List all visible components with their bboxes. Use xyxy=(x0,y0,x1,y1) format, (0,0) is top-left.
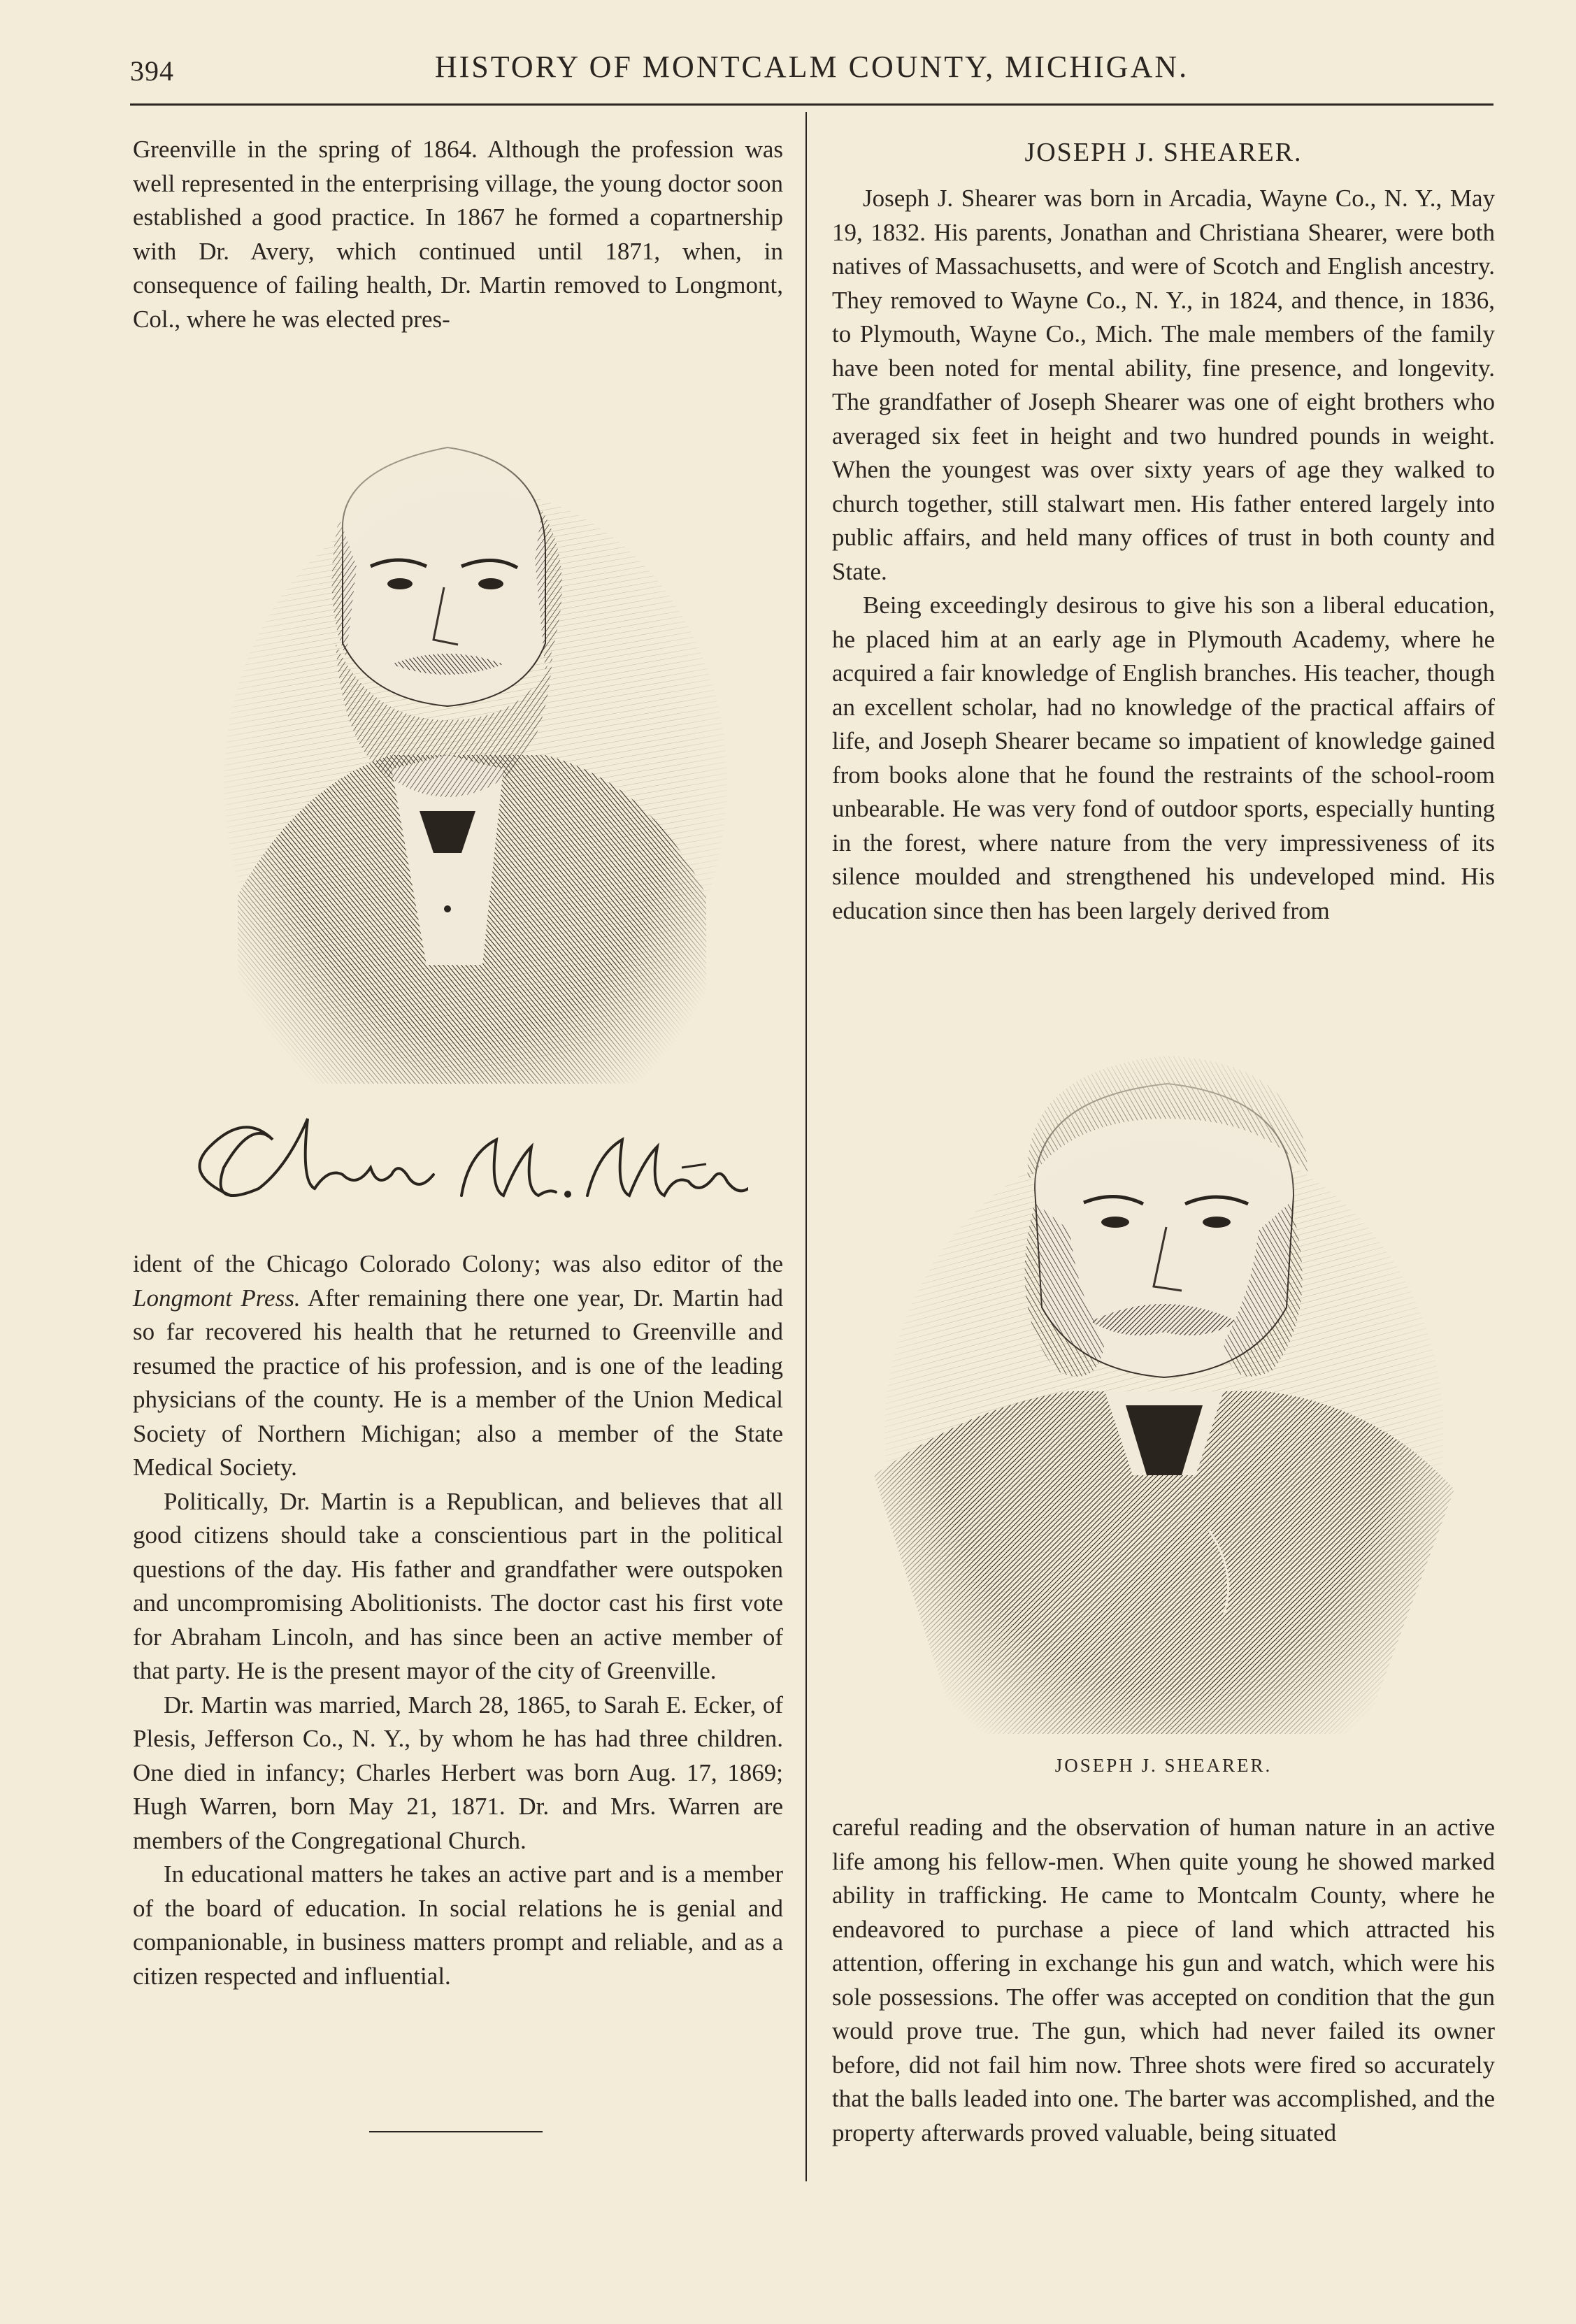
section-title: JOSEPH J. SHEARER. xyxy=(1024,138,1303,167)
paragraph-text: ident of the Chicago Colorado Colony; was also editor of the xyxy=(133,1250,783,1277)
paragraph: Politically, Dr. Martin is a Republican, and believes that all good citizens should take a conscientious part in the political questions of the day. His father and grandfather were outspoken and uncompromising Abolitionists. The doctor cast his first vote for Abraham Lincoln, and has since been an active member of that party. He is the present mayor of the city of Greenville. xyxy=(133,1487,783,1684)
paragraph: Greenville in the spring of 1864. Although the profession was well represented in the enterprising village, the young doctor soon established a good practice. In 1867 he formed a copartnership with Dr. Avery, which continued until 1871, when, in consequence of failing health, Dr. Martin removed to Longmont, Col., where he was elected pres- xyxy=(133,136,783,333)
header-rule xyxy=(130,103,1493,106)
portrait-caption: JOSEPH J. SHEARER. xyxy=(1054,1755,1273,1776)
publication-title: Longmont Press. xyxy=(133,1284,301,1312)
running-head: HISTORY OF MONTCALM COUNTY, MICHIGAN. xyxy=(434,50,1189,84)
left-column-top-text xyxy=(133,133,783,336)
paragraph-text: After remaining there one year, Dr. Martin had so far recovered his health that he returned to Greenville and resumed the practice of his profession, and is one of the leading physicians of the county. He is a member of the Union Medical Society of Northern Michigan; also a member of the State Medical Society. xyxy=(133,1284,783,1481)
right-column-top-text xyxy=(832,182,1495,928)
page-number: 394 xyxy=(130,55,174,87)
left-column-bottom-text xyxy=(133,1247,783,1993)
portrait-joseph-j-shearer xyxy=(874,1042,1454,1734)
paragraph: In educational matters he takes an active part and is a member of the board of education. In social relations he is genial and companionable, in business matters prompt and reliable, and as a citizen respected and influential. xyxy=(133,1860,783,1990)
paragraph: Joseph J. Shearer was born in Arcadia, Wayne Co., N. Y., May 19, 1832. His parents, Jonathan and Christiana Shearer, were both natives of Massachusetts, and were of Scotch and English ancestry. They removed to Wayne Co., N. Y., in 1824, and thence, in 1836, to Plymouth, Wayne Co., Mich. The male members of the family have been noted for mental ability, fine presence, and longevity. The grandfather of Joseph Shearer was one of eight brothers who averaged six feet in height and two hundred pounds in weight. When the youngest was over sixty years of age they walked to church together, still stalwart men. His father entered largely into public affairs, and held many offices of trust in both county and State. xyxy=(832,185,1495,585)
column-divider xyxy=(805,112,807,2181)
portrait-charles-m-martin xyxy=(217,392,734,1084)
paragraph xyxy=(133,1247,783,1485)
right-column-bottom-text xyxy=(832,1811,1495,2150)
paragraph: Dr. Martin was married, March 28, 1865, to Sarah E. Ecker, of Plesis, Jefferson Co., N. Y., by whom he has had three children. One died in infancy; Charles Herbert was born Aug. 17, 1869; Hugh Warren, born May 21, 1871. Dr. and Mrs. Warren are members of the Congregational Church. xyxy=(133,1691,783,1854)
section-end-rule xyxy=(369,2131,543,2132)
paragraph: Being exceedingly desirous to give his son a liberal education, he placed him at an early age in Plymouth Academy, where he acquired a fair knowledge of English branches. His teacher, though an excellent scholar, had no knowledge of the practical affairs of life, and Joseph Shearer became so impatient of knowledge gained from books alone that he found the restraints of the school-room unbearable. He was very fond of outdoor sports, especially hunting in the forest, where nature from the very impressiveness of its silence moulded and strengthened his undeveloped mind. His education since then has been largely derived from xyxy=(832,591,1495,924)
paragraph: careful reading and the observation of human nature in an active life among his fellow-men. When quite young he showed marked ability in trafficking. He came to Montcalm County, where he endeavored to purchase a piece of land which attracted his attention, offering in exchange his gun and watch, which were his sole possessions. The offer was accepted on condition that the gun would prove true. The gun, which had never failed its owner before, did not fail him now. Three shots were fired so accurately that the balls leaded into one. The barter was accomplished, and the property afterwards proved valuable, being situated xyxy=(832,1814,1495,2146)
page-header xyxy=(130,49,1493,98)
signature-charles-m-martin xyxy=(168,1091,748,1231)
